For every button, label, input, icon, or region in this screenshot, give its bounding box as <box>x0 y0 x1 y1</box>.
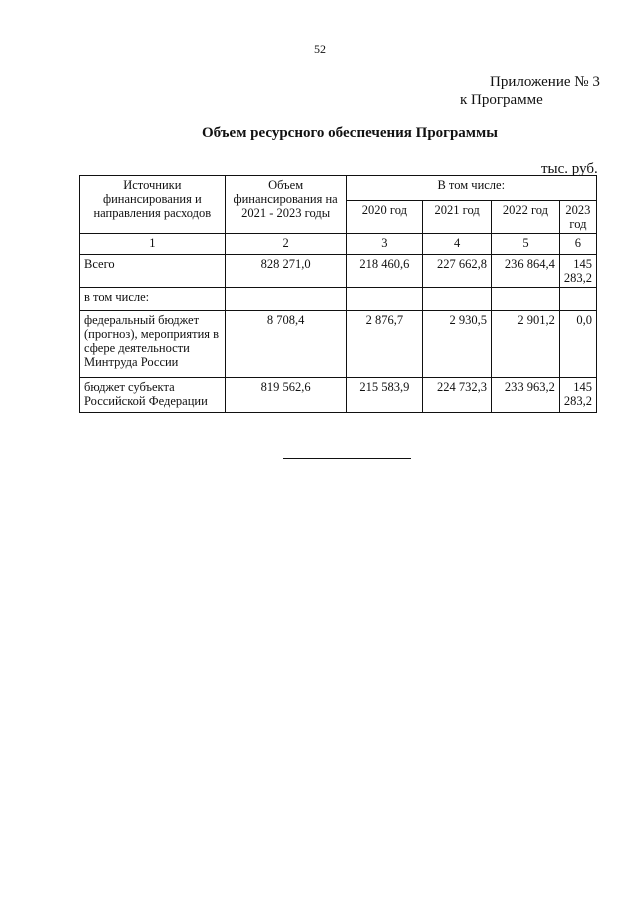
column-number: 1 <box>80 234 226 255</box>
row-value: 224 732,3 <box>423 378 492 413</box>
row-value: 0,0 <box>559 311 596 378</box>
column-number: 5 <box>492 234 560 255</box>
column-number: 6 <box>559 234 596 255</box>
appendix-line-2: к Программе <box>460 92 543 108</box>
header-year: 2022 год <box>492 201 560 234</box>
row-value <box>492 288 560 311</box>
appendix-line-1: Приложение № 3 <box>490 74 600 90</box>
row-total <box>225 288 346 311</box>
row-label: бюджет субъекта Российской Федерации <box>80 378 226 413</box>
header-including: В том числе: <box>346 176 596 201</box>
table-row <box>80 288 597 311</box>
header-year: 2023 год <box>559 201 596 234</box>
row-value <box>346 288 423 311</box>
row-value: 215 583,9 <box>346 378 423 413</box>
row-label: в том числе: <box>80 288 226 311</box>
row-value: 218 460,6 <box>346 255 423 288</box>
table-row <box>80 255 597 288</box>
row-total: 819 562,6 <box>225 378 346 413</box>
row-value <box>423 288 492 311</box>
page-number: 52 <box>314 42 326 56</box>
row-label: Всего <box>80 255 226 288</box>
document-title: Объем ресурсного обеспечения Программы <box>202 125 498 141</box>
column-number: 4 <box>423 234 492 255</box>
column-number: 2 <box>225 234 346 255</box>
row-value: 2 930,5 <box>423 311 492 378</box>
table-row <box>80 378 597 413</box>
appendix-reference <box>460 73 600 109</box>
row-label: федеральный бюджет (прогноз), мероприятия в сфере деятельности Минтруда России <box>80 311 226 378</box>
row-value: 145 283,2 <box>559 255 596 288</box>
header-volume: Объем финансирования на 2021 - 2023 годы <box>225 176 346 234</box>
unit-label: тыс. руб. <box>541 161 598 177</box>
row-value <box>559 288 596 311</box>
row-value: 2 876,7 <box>346 311 423 378</box>
row-value: 227 662,8 <box>423 255 492 288</box>
header-year: 2020 год <box>346 201 423 234</box>
header-sources: Источники финансирования и направления расходов <box>80 176 226 234</box>
row-value: 145 283,2 <box>559 378 596 413</box>
row-total: 8 708,4 <box>225 311 346 378</box>
row-total: 828 271,0 <box>225 255 346 288</box>
closing-rule <box>283 458 411 459</box>
row-value: 2 901,2 <box>492 311 560 378</box>
column-number: 3 <box>346 234 423 255</box>
resource-table <box>79 175 597 413</box>
row-value: 236 864,4 <box>492 255 560 288</box>
row-value: 233 963,2 <box>492 378 560 413</box>
table-row <box>80 311 597 378</box>
header-year: 2021 год <box>423 201 492 234</box>
